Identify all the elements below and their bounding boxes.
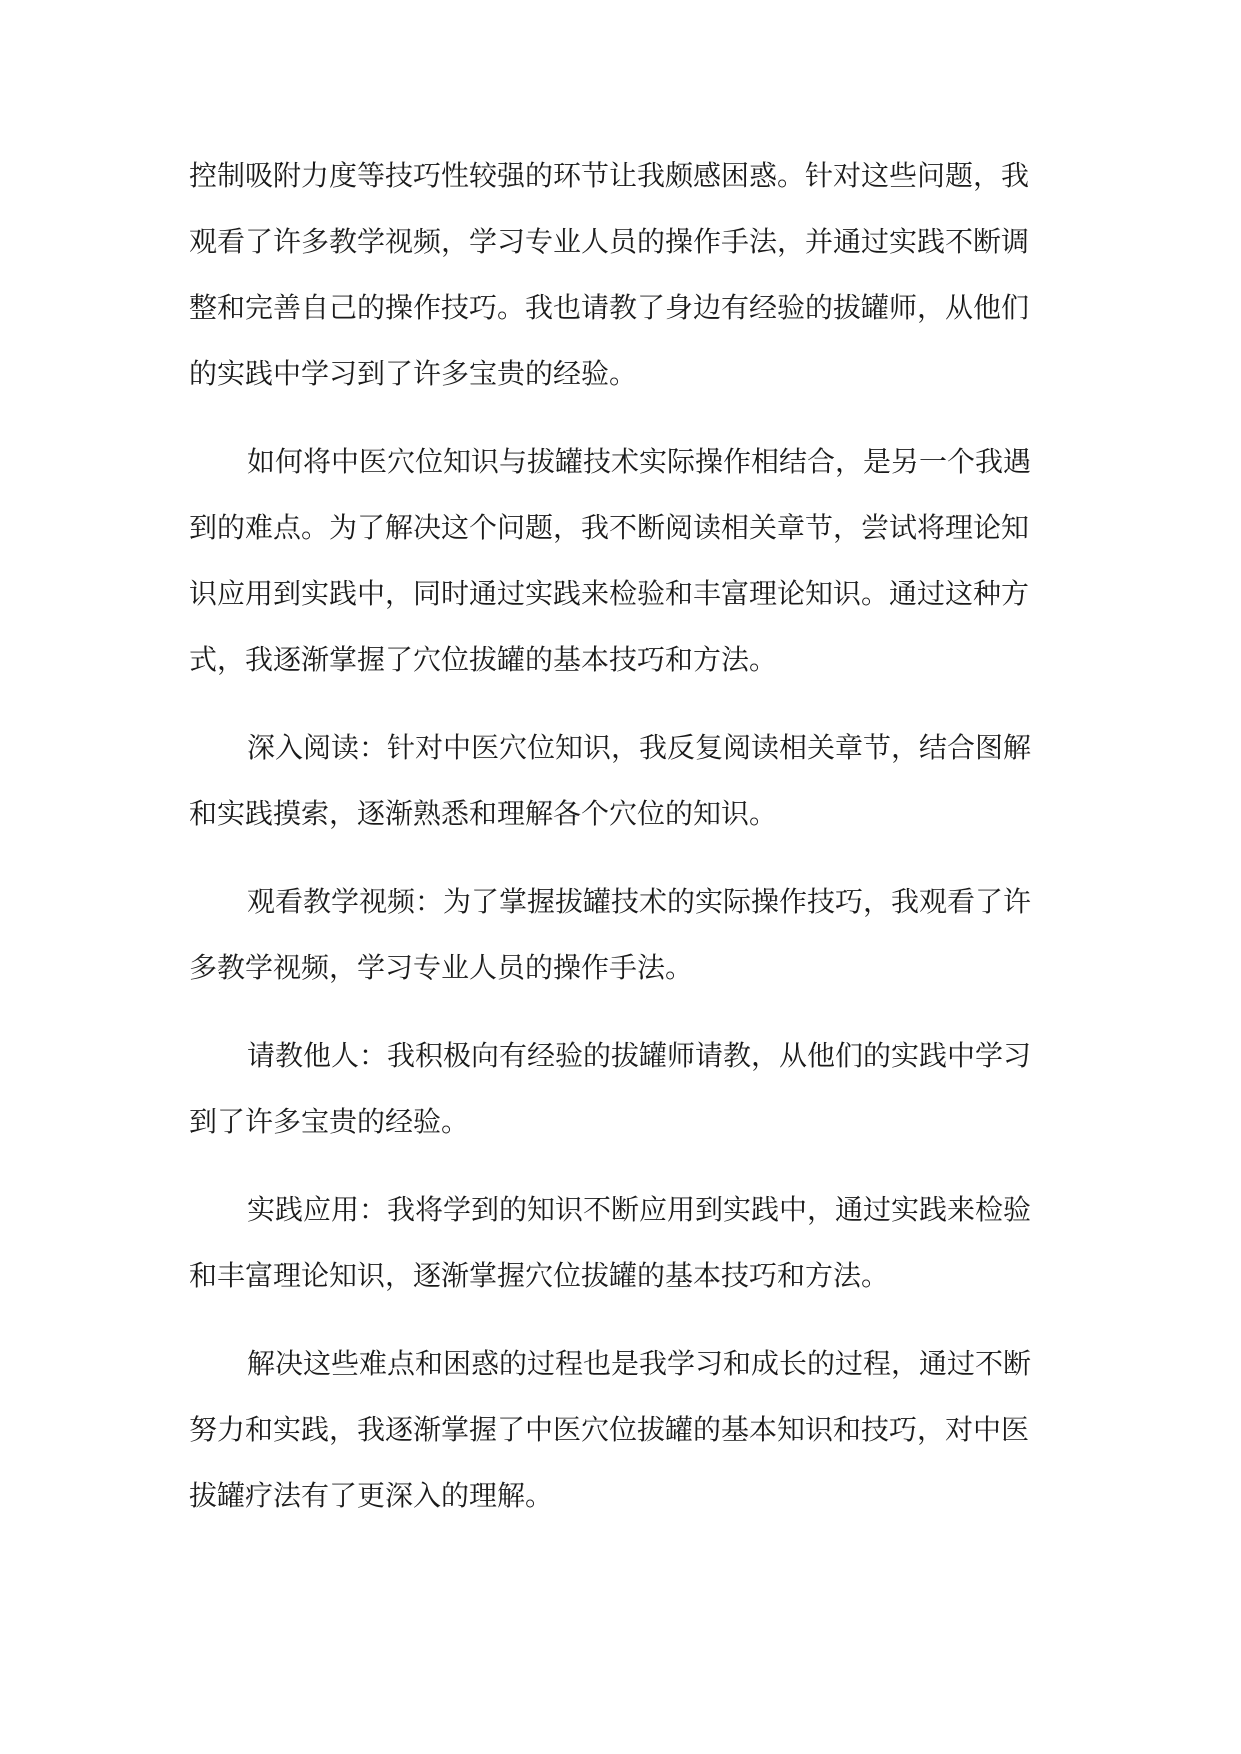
text-line: 和丰富理论知识，逐渐掌握穴位拔罐的基本技巧和方法。: [189, 1259, 890, 1292]
paragraph-gap: [189, 1309, 1056, 1331]
text-line: 识应用到实践中，同时通过实践来检验和丰富理论知识。通过这种方: [189, 577, 1030, 610]
text-line: 多教学视频，学习专业人员的操作手法。: [189, 951, 694, 984]
document-body: [189, 143, 1056, 1529]
text-line: 整和完善自己的操作技巧。我也请教了身边有经验的拔罐师，从他们: [189, 291, 1030, 324]
paragraph-gap: [189, 1001, 1056, 1023]
paragraph-deep-reading: [189, 715, 1056, 847]
text-line: 如何将中医穴位知识与拔罐技术实际操作相结合，是另一个我遇: [247, 445, 1032, 478]
paragraph-continuation: [189, 143, 1056, 407]
text-line: 解决这些难点和困惑的过程也是我学习和成长的过程，通过不断: [247, 1347, 1032, 1380]
paragraph-ask-others: [189, 1023, 1056, 1155]
paragraph-gap: [189, 1155, 1056, 1177]
text-line: 请教他人：我积极向有经验的拔罐师请教，从他们的实践中学习: [247, 1039, 1032, 1072]
text-line: 深入阅读：针对中医穴位知识，我反复阅读相关章节，结合图解: [247, 731, 1032, 764]
text-line: 拔罐疗法有了更深入的理解。: [189, 1479, 554, 1512]
text-line: 观看教学视频：为了掌握拔罐技术的实际操作技巧，我观看了许: [247, 885, 1032, 918]
text-line: 实践应用：我将学到的知识不断应用到实践中，通过实践来检验: [247, 1193, 1032, 1226]
paragraph-watch-videos: [189, 869, 1056, 1001]
text-line: 到的难点。为了解决这个问题，我不断阅读相关章节，尝试将理论知: [189, 511, 1030, 544]
text-line: 到了许多宝贵的经验。: [189, 1105, 470, 1138]
text-line: 和实践摸索，逐渐熟悉和理解各个穴位的知识。: [189, 797, 778, 830]
text-line: 努力和实践，我逐渐掌握了中医穴位拔罐的基本知识和技巧，对中医: [189, 1413, 1030, 1446]
paragraph-practice: [189, 1177, 1056, 1309]
text-line: 控制吸附力度等技巧性较强的环节让我颇感困惑。针对这些问题，我: [189, 159, 1030, 192]
text-line: 的实践中学习到了许多宝贵的经验。: [189, 357, 638, 390]
paragraph-gap: [189, 847, 1056, 869]
text-line: 式，我逐渐掌握了穴位拔罐的基本技巧和方法。: [189, 643, 778, 676]
paragraph-gap: [189, 693, 1056, 715]
paragraph-gap: [189, 407, 1056, 429]
text-line: 观看了许多教学视频，学习专业人员的操作手法，并通过实践不断调: [189, 225, 1030, 258]
paragraph-conclusion: [189, 1331, 1056, 1529]
paragraph-difficulty: [189, 429, 1056, 693]
